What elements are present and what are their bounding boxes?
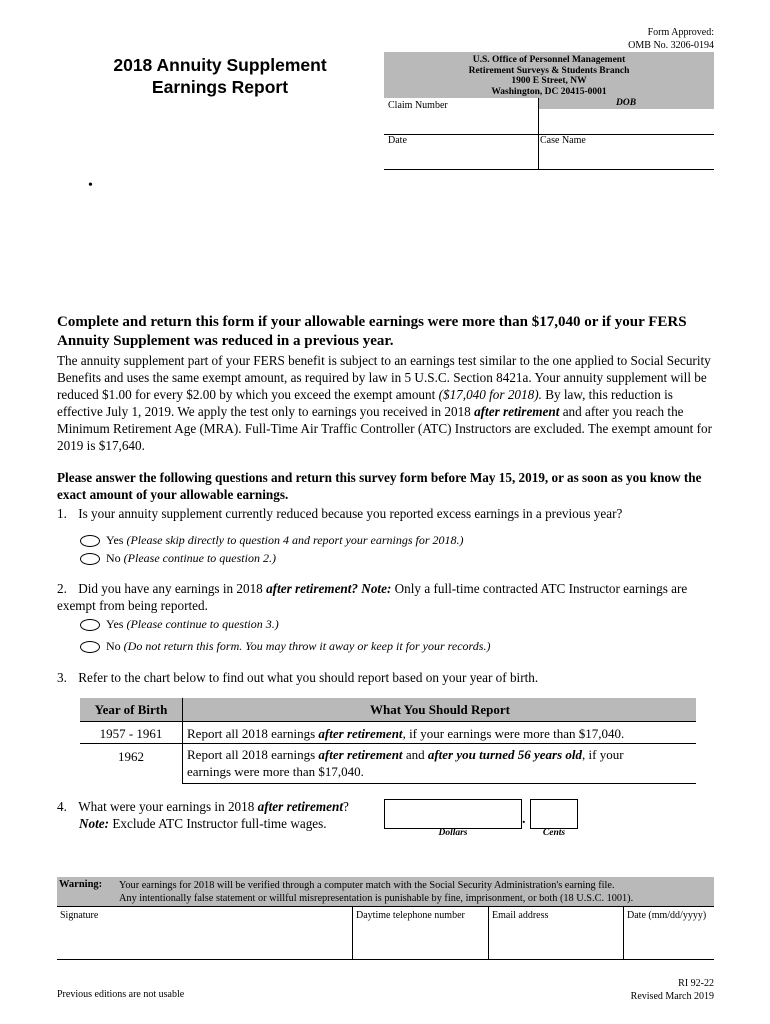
warning-label: Warning: xyxy=(59,879,103,890)
row-1-text-a: Report all 2018 earnings xyxy=(187,726,316,741)
q2-no-radio[interactable] xyxy=(80,641,100,653)
dob-field[interactable] xyxy=(538,110,714,134)
case-name-label: Case Name xyxy=(540,135,586,146)
q2-text-b: Only a full-time contracted ATC Instructor earnings are exempt from being reported. xyxy=(57,581,688,613)
warning-line-2: Any intentionally false statement or willful misrepresentation is punishable by fine, imprisonment, or both (18 U.S.C. 1001). xyxy=(119,893,634,904)
claim-number-field[interactable] xyxy=(384,98,538,134)
decimal-point: . xyxy=(522,812,526,827)
sign-date-label: Date (mm/dd/yyyy) xyxy=(627,910,707,921)
row-1-report xyxy=(187,726,692,742)
phone-label: Daytime telephone number xyxy=(356,910,465,921)
birth-year-table xyxy=(80,698,696,784)
col-what-to-report: What You Should Report xyxy=(369,702,511,717)
q1-no-note: (Please continue to question 2.) xyxy=(123,551,276,565)
row-2-after-retirement: after retirement xyxy=(318,747,403,762)
intro-text-1: The annuity supplement part of your FERS benefit is subject to an earnings test similar to the one applied to Social Security Benefits and uses the same exempt amount, as required by law in 5 U.S.C. Section 8421a. Your annuity supplement will be reduced $1.00 for every $2.00 by which you exceed the exempt amount xyxy=(57,353,711,402)
q4-note: Exclude ATC Instructor full-time wages. xyxy=(112,816,327,831)
row-1-after-retirement: after retirement xyxy=(318,726,403,741)
q4-note-label: Note: xyxy=(79,816,110,831)
agency-line-4: Washington, DC 20415-0001 xyxy=(491,86,607,97)
form-number-block xyxy=(631,977,714,1003)
email-label: Email address xyxy=(492,910,549,921)
q2-yes-label: Yes xyxy=(106,617,124,631)
intro-exempt-amount: ($17,040 for 2018). xyxy=(438,387,542,402)
date-field[interactable] xyxy=(384,134,538,170)
previous-editions-note: Previous editions are not usable xyxy=(57,989,185,1000)
q1-text: Is your annuity supplement currently reduced because you reported excess earnings in a previous year? xyxy=(78,506,623,521)
q4-question-mark: ? xyxy=(342,799,349,814)
claim-number-label: Claim Number xyxy=(388,100,448,111)
dob-header: DOB xyxy=(538,98,714,109)
agency-line-1: U.S. Office of Personnel Management xyxy=(472,55,626,65)
cents-input[interactable] xyxy=(530,799,578,829)
q2-number: 2. xyxy=(57,581,67,596)
form-approval xyxy=(628,26,714,52)
row-2-after-56: after you turned 56 years old xyxy=(427,747,583,762)
q4-number: 4. xyxy=(57,799,67,814)
sign-date-field[interactable] xyxy=(624,922,714,958)
q4-text-a: What were your earnings in 2018 xyxy=(78,799,255,814)
row-1-text-b: , if your earnings were more than $17,040. xyxy=(402,726,625,741)
title-line-1: 2018 Annuity Supplement xyxy=(113,55,327,75)
q2-after-retirement-note: after retirement? Note: xyxy=(266,581,392,596)
cents-label: Cents xyxy=(542,828,566,838)
intro-after-retirement: after retirement xyxy=(474,404,560,419)
q4-after-retirement: after retirement xyxy=(257,799,343,814)
q2-text-a: Did you have any earnings in 2018 xyxy=(78,581,263,596)
page-title xyxy=(80,54,360,98)
q1-no-label: No xyxy=(106,551,121,565)
warning-bar xyxy=(57,877,714,906)
q1-number: 1. xyxy=(57,506,67,521)
q2-yes-option[interactable] xyxy=(80,617,279,632)
q1-no-option[interactable] xyxy=(80,551,276,566)
phone-field[interactable] xyxy=(353,922,487,958)
q2-no-note: (Do not return this form. You may throw it away or keep it for your records.) xyxy=(123,639,491,653)
form-number: RI 92-22 xyxy=(678,978,714,989)
warning-text xyxy=(119,879,711,905)
email-field[interactable] xyxy=(489,922,622,958)
intro-paragraph xyxy=(57,352,717,454)
intro-text-2: By law, this reduction is effective July 1, 2019. We apply the test only to earnings you received in 2018 xyxy=(57,387,673,419)
q2-yes-note: (Please continue to question 3.) xyxy=(126,617,279,631)
row-2-and: and xyxy=(405,747,425,762)
q3-number: 3. xyxy=(57,670,67,685)
row-2-year: 1962 xyxy=(118,749,144,764)
row-1-year: 1957 - 1961 xyxy=(99,726,163,741)
q2-no-option[interactable] xyxy=(80,639,490,654)
warning-line-1: Your earnings for 2018 will be verified through a computer match with the Social Security Administration's earning file. xyxy=(119,880,615,891)
q2-yes-radio[interactable] xyxy=(80,619,100,631)
form-approved-text: Form Approved: xyxy=(647,27,714,38)
agency-line-3: 1900 E Street, NW xyxy=(511,76,587,86)
q1-no-radio[interactable] xyxy=(80,553,100,565)
case-name-field[interactable] xyxy=(538,134,714,170)
agency-line-2: Retirement Surveys & Students Branch xyxy=(468,65,630,76)
intro-text-3: and after you reach the Minimum Retirement Age (MRA). Full-Time Air Traffic Controller (ATC) Instructors are excluded. The exempt amount for 2019 is $17,640. xyxy=(57,404,712,453)
row-2-report xyxy=(187,746,667,780)
signature-field[interactable] xyxy=(57,922,351,958)
date-label: Date xyxy=(388,135,407,146)
dollars-label: Dollars xyxy=(438,828,468,838)
omb-number: OMB No. 3206-0194 xyxy=(628,40,714,51)
q1-yes-label: Yes xyxy=(106,533,124,547)
title-line-2: Earnings Report xyxy=(151,77,289,97)
row-2-text-b: , if your earnings were more than $17,040. xyxy=(187,747,624,779)
question-4 xyxy=(57,798,387,832)
bullet-mark: • xyxy=(88,178,93,193)
intro-heading: Complete and return this form if your allowable earnings were more than $17,040 or if your FERS Annuity Supplement was reduced in a previous year. xyxy=(57,314,687,349)
row-2-text-a: Report all 2018 earnings xyxy=(187,747,316,762)
agency-address-block xyxy=(384,52,714,98)
signature-label: Signature xyxy=(60,910,99,921)
q1-yes-note: (Please skip directly to question 4 and report your earnings for 2018.) xyxy=(126,533,464,547)
instructions: Please answer the following questions and return this survey form before May 15, 2019, or as soon as you know the exact amount of your allowable earnings. xyxy=(57,470,702,502)
dollars-input[interactable] xyxy=(384,799,522,829)
q1-yes-radio[interactable] xyxy=(80,535,100,547)
question-3 xyxy=(57,669,717,686)
col-year-of-birth: Year of Birth xyxy=(94,702,168,717)
question-2 xyxy=(57,580,707,614)
q2-no-label: No xyxy=(106,639,121,653)
q1-yes-option[interactable] xyxy=(80,533,464,548)
q3-text: Refer to the chart below to find out what you should report based on your year of birth. xyxy=(78,670,539,685)
revised-date: Revised March 2019 xyxy=(630,991,714,1002)
question-1 xyxy=(57,505,717,522)
